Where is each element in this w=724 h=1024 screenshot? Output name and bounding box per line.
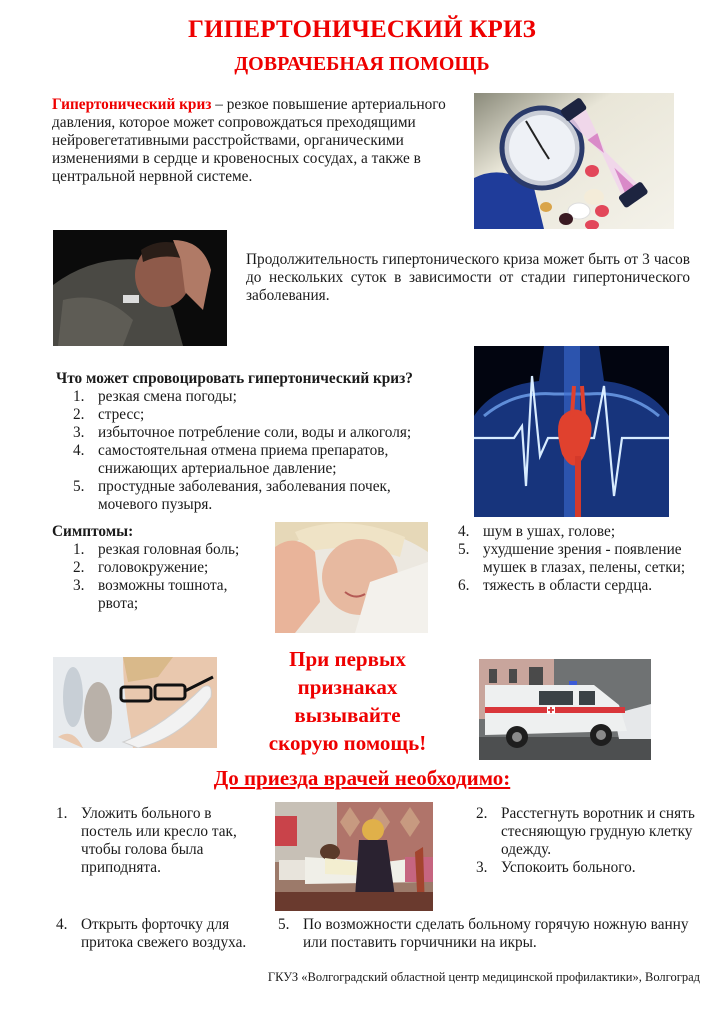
page-title: ГИПЕРТОНИЧЕСКИЙ КРИЗ	[187, 16, 537, 43]
man-holding-head-photo	[53, 230, 227, 346]
list-item: 4. шум в ушах, голове;	[458, 523, 616, 540]
triggers-list	[55, 388, 465, 514]
list-item: 1. резкая головная боль;	[73, 541, 240, 558]
first-aid-list-bottom-left	[38, 916, 258, 952]
list-item: 6. тяжесть в области сердца.	[458, 577, 653, 594]
first-aid-heading: До приезда врачей необходимо:	[213, 766, 511, 790]
symptoms-list-right	[440, 523, 710, 595]
triggers-heading: Что может спровоцировать гипертонический криз?	[56, 370, 413, 387]
first-aid-list-left	[38, 805, 263, 877]
duration-paragraph: Продолжительность гипертонического криза может быть от 3 часов до нескольких суток в зависимости от стадии гипертонического заболевания.	[246, 251, 690, 304]
list-item: 1. резкая смена погоды;	[73, 388, 237, 405]
first-aid-list-bottom-right	[260, 916, 710, 952]
list-item: 3. избыточное потребление соли, воды и алкоголя;	[73, 424, 412, 441]
woman-headache-photo	[275, 522, 428, 633]
tonometer-photo	[474, 93, 674, 229]
symptoms-heading: Симптомы:	[52, 523, 134, 540]
list-item: 1. Уложить больного в постель или кресло так, чтобы голова была приподнята.	[56, 805, 237, 876]
list-item: 3. Успокоить больного.	[476, 859, 636, 876]
list-item: 4. Открыть форточку для притока свежего воздуха.	[56, 916, 247, 951]
symptoms-list-left	[55, 541, 255, 613]
footer-organization: ГКУЗ «Волгоградский областной центр медицинской профилактики», Волгоград	[267, 970, 700, 984]
list-item: 2. Расстегнуть воротник и снять стесняющую грудную клетку одежду.	[476, 805, 695, 858]
list-item: 3. возможны тошнота, рвота;	[73, 577, 228, 612]
list-item: 2. стресс;	[73, 406, 145, 423]
definition-paragraph	[52, 96, 462, 186]
list-item: 2. головокружение;	[73, 559, 209, 576]
list-item: 5. По возможности сделать больному горячую ножную ванну или поставить горчичники на икры.	[278, 916, 689, 951]
definition-term: Гипертонический криз	[52, 96, 212, 113]
painting-photo	[275, 802, 433, 911]
list-item: 4. самостоятельная отмена приема препаратов, снижающих артериальное давление;	[73, 442, 389, 477]
first-aid-list-right	[458, 805, 708, 877]
heart-xray-photo	[474, 346, 669, 517]
call-ambulance-callout: При первых признаках вызывайте скорую помощь!	[268, 647, 427, 755]
list-item: 5. простудные заболевания, заболевания почек, мочевого пузыря.	[73, 478, 391, 513]
ambulance-photo	[479, 659, 651, 760]
woman-on-phone-photo	[53, 657, 217, 748]
list-item: 5. ухудшение зрения - появление мушек в глазах, пелены, сетки;	[458, 541, 686, 576]
definition-text: – резкое повышение артериального давления, которое может сопровождаться преходящими нейровегетативными расстройствами, органическими изменениями в сердце и кровеносных сосудах, а также в центральной нервной системе.	[52, 96, 446, 185]
page-subtitle: ДОВРАЧЕБНАЯ ПОМОЩЬ	[234, 53, 490, 75]
